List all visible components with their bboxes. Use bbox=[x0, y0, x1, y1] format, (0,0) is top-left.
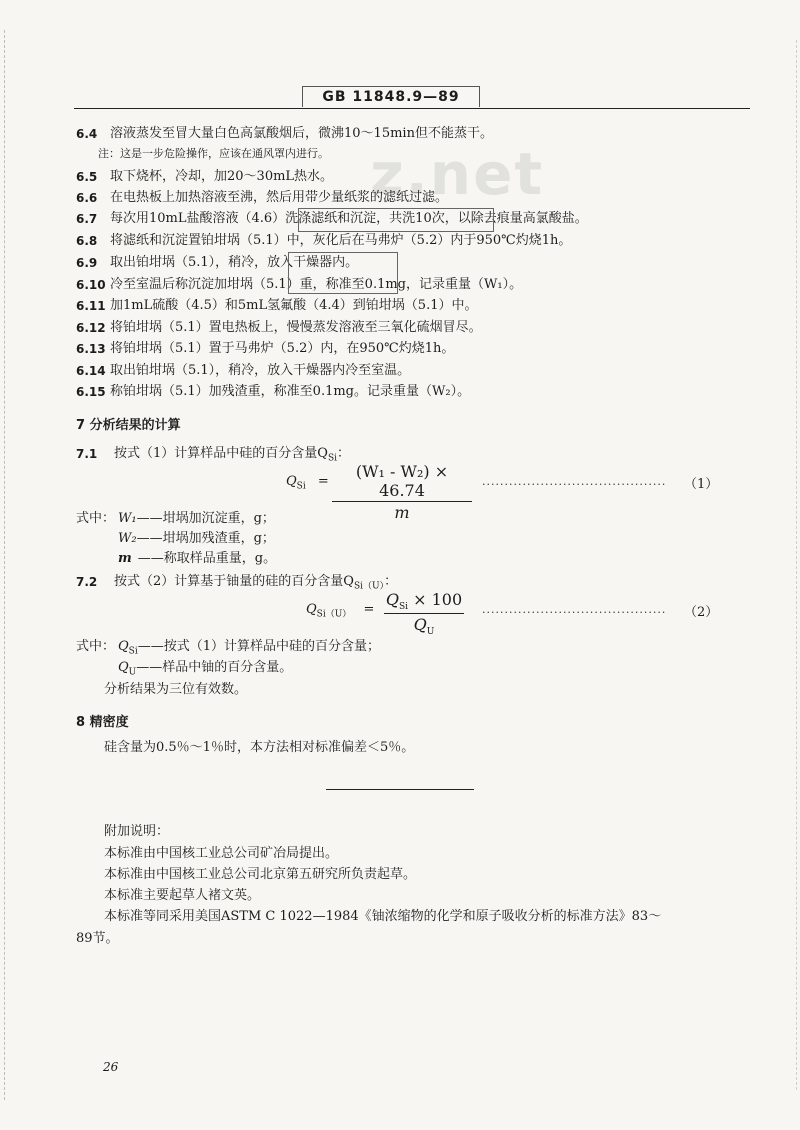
clause-text-colon: ： bbox=[336, 446, 350, 461]
formula-2-lhs bbox=[306, 602, 352, 620]
leader-dots: ········································· bbox=[482, 478, 667, 491]
section-8-title: 8 精密度 bbox=[76, 715, 129, 730]
formula-2-denominator bbox=[384, 615, 464, 637]
step-text: 称铂坩埚（5.1）加残渣重，称准至0.1mg。记录重量（W₂）。 bbox=[110, 384, 471, 399]
page-number: 26 bbox=[103, 1060, 119, 1074]
appendix-line: 本标准由中国核工业总公司北京第五研究所负责起草。 bbox=[104, 867, 417, 882]
definition-symbol-sub: U bbox=[128, 667, 137, 678]
scan-edge-right bbox=[796, 40, 797, 1090]
clause-text-colon: ： bbox=[384, 574, 398, 589]
appendix-line: 本标准等同采用美国ASTM C 1022—1984《铀浓缩物的化学和原子吸收分析的标准方法》83～ bbox=[104, 909, 662, 924]
definition-symbol-sub: Si bbox=[128, 646, 138, 657]
definition-dash: —— bbox=[136, 660, 163, 675]
standard-code: GB 11848.9—89 bbox=[302, 86, 480, 107]
formula-1-lhs bbox=[286, 474, 306, 492]
formula-2-numerator-sub: Si bbox=[398, 602, 409, 613]
definition-row bbox=[118, 530, 275, 548]
fraction-bar bbox=[384, 613, 464, 614]
clause-text-sub: Si bbox=[327, 453, 337, 464]
precision-text: 硅含量为0.5％～1％时，本方法相对标准偏差＜5％。 bbox=[104, 740, 415, 755]
definition-dash: —— bbox=[137, 639, 164, 654]
leader-dots: ········································· bbox=[482, 606, 667, 619]
definition-text: 按式（1）计算样品中硅的百分含量； bbox=[163, 639, 380, 654]
end-rule bbox=[326, 789, 474, 790]
definition-row bbox=[118, 659, 292, 682]
step-number: 6.14 bbox=[76, 364, 106, 378]
formula-2-denominator-sub: U bbox=[426, 627, 435, 638]
step-number: 6.12 bbox=[76, 321, 106, 335]
formula-1-where: 式中： bbox=[76, 511, 116, 526]
definition-text: 坩埚加残渣重，g； bbox=[162, 531, 275, 546]
step-text: 冷至室温后称沉淀加坩埚（5.1）重，称准至0.1mg，记录重量（W₁）。 bbox=[110, 277, 523, 292]
formula-1-label: （1） bbox=[684, 477, 719, 492]
definition-symbol: W₂ bbox=[118, 531, 137, 546]
formula-2-label: （2） bbox=[684, 605, 719, 620]
formula-1-lhs-sub: Si bbox=[296, 481, 306, 492]
definition-symbol: Q bbox=[118, 639, 129, 654]
significant-figures-note: 分析结果为三位有效数。 bbox=[104, 682, 248, 697]
step-number: 6.13 bbox=[76, 342, 106, 356]
formula-2-eq: = bbox=[363, 602, 375, 617]
watermark: z.net bbox=[370, 140, 545, 208]
formula-2 bbox=[306, 602, 374, 620]
step-text: 将滤纸和沉淀置铂坩埚（5.1）中，灰化后在马弗炉（5.2）内于950℃灼烧1h。 bbox=[110, 233, 572, 248]
definition-text: 称取样品重量，g。 bbox=[163, 551, 277, 566]
section-7-title: 7 分析结果的计算 bbox=[76, 418, 181, 433]
step-text: 取下烧杯，冷却，加20～30mL热水。 bbox=[110, 169, 334, 184]
step-text: 在电热板上加热溶液至沸，然后用带少量纸浆的滤纸过滤。 bbox=[110, 190, 449, 205]
step-text: 每次用10mL盐酸溶液（4.6）洗涤滤纸和沉淀，共洗10次，以除去痕量高氯酸盐。 bbox=[110, 211, 588, 226]
formula-1-numerator: (W₁ - W₂) × 46.74 bbox=[355, 462, 449, 500]
fraction-bar bbox=[332, 501, 472, 502]
step-text: 取出铂坩埚（5.1），稍冷，放入干燥器内。 bbox=[110, 255, 359, 270]
standard-header bbox=[74, 86, 750, 109]
clause-text-sub: Si（U） bbox=[353, 581, 385, 592]
formula-1-lhs-symbol: Q bbox=[286, 474, 297, 489]
clause-number: 7.1 bbox=[76, 447, 98, 461]
formula-2-lhs-symbol: Q bbox=[306, 602, 317, 617]
step-number: 6.9 bbox=[76, 256, 98, 270]
formula-2-where: 式中： bbox=[76, 639, 116, 654]
step-number: 6.11 bbox=[76, 299, 106, 313]
step-number: 6.15 bbox=[76, 385, 106, 399]
formula-2-fraction bbox=[384, 590, 464, 637]
appendix-title: 附加说明： bbox=[104, 824, 170, 839]
formula-1-fraction bbox=[332, 462, 472, 522]
clause-text bbox=[114, 445, 350, 468]
formula-2-numerator-symbol: Q bbox=[385, 590, 399, 609]
definition-dash: —— bbox=[136, 531, 163, 546]
appendix-line: 本标准由中国核工业总公司矿冶局提出。 bbox=[104, 846, 339, 861]
step-number: 6.10 bbox=[76, 278, 106, 292]
clause-text-main: 按式（2）计算基于铀量的硅的百分含量Q bbox=[114, 574, 354, 589]
step-number: 6.8 bbox=[76, 234, 98, 248]
formula-1-eq: = bbox=[317, 474, 329, 489]
definition-dash: —— bbox=[137, 551, 164, 566]
step-number: 6.7 bbox=[76, 212, 98, 226]
definition-row bbox=[118, 638, 380, 661]
formula-1 bbox=[286, 474, 329, 492]
definition-text: 坩埚加沉淀重，g； bbox=[162, 511, 275, 526]
step-number: 6.4 bbox=[76, 127, 98, 141]
formula-2-lhs-sub: Si（U） bbox=[316, 609, 352, 620]
step-text: 溶液蒸发至冒大量白色高氯酸烟后，微沸10～15min但不能蒸干。 bbox=[110, 126, 493, 141]
formula-2-numerator-tail: × 100 bbox=[408, 590, 463, 609]
formula-2-numerator bbox=[384, 590, 464, 612]
definition-text: 样品中铀的百分含量。 bbox=[162, 660, 293, 675]
step-text: 取出铂坩埚（5.1），稍冷，放入干燥器内冷至室温。 bbox=[110, 363, 411, 378]
definition-row bbox=[118, 550, 276, 568]
definition-dash: —— bbox=[136, 511, 163, 526]
definition-symbol: W₁ bbox=[118, 511, 137, 526]
step-text: 将铂坩埚（5.1）置电热板上，慢慢蒸发溶液至三氧化硫烟冒尽。 bbox=[110, 320, 482, 335]
appendix-line: 89节。 bbox=[76, 931, 119, 946]
step-number: 6.5 bbox=[76, 170, 98, 184]
definition-symbol: m bbox=[118, 551, 132, 566]
clause-text-main: 按式（1）计算样品中硅的百分含量Q bbox=[114, 446, 328, 461]
definition-row bbox=[118, 510, 275, 528]
formula-1-denominator: m bbox=[394, 503, 410, 522]
appendix-line: 本标准主要起草人褚文英。 bbox=[104, 888, 261, 903]
safety-note: 注：这是一步危险操作，应该在通风罩内进行。 bbox=[98, 147, 329, 160]
step-text: 将铂坩埚（5.1）置于马弗炉（5.2）内，在950℃灼烧1h。 bbox=[110, 341, 455, 356]
scan-edge-left bbox=[4, 30, 5, 1100]
clause-text bbox=[114, 573, 397, 596]
formula-2-denominator-symbol: Q bbox=[413, 615, 427, 635]
definition-symbol: Q bbox=[118, 660, 129, 675]
step-number: 6.6 bbox=[76, 191, 98, 205]
step-text: 加1mL硫酸（4.5）和5mL氢氟酸（4.4）到铂坩埚（5.1）中。 bbox=[110, 298, 478, 313]
clause-number: 7.2 bbox=[76, 575, 98, 589]
